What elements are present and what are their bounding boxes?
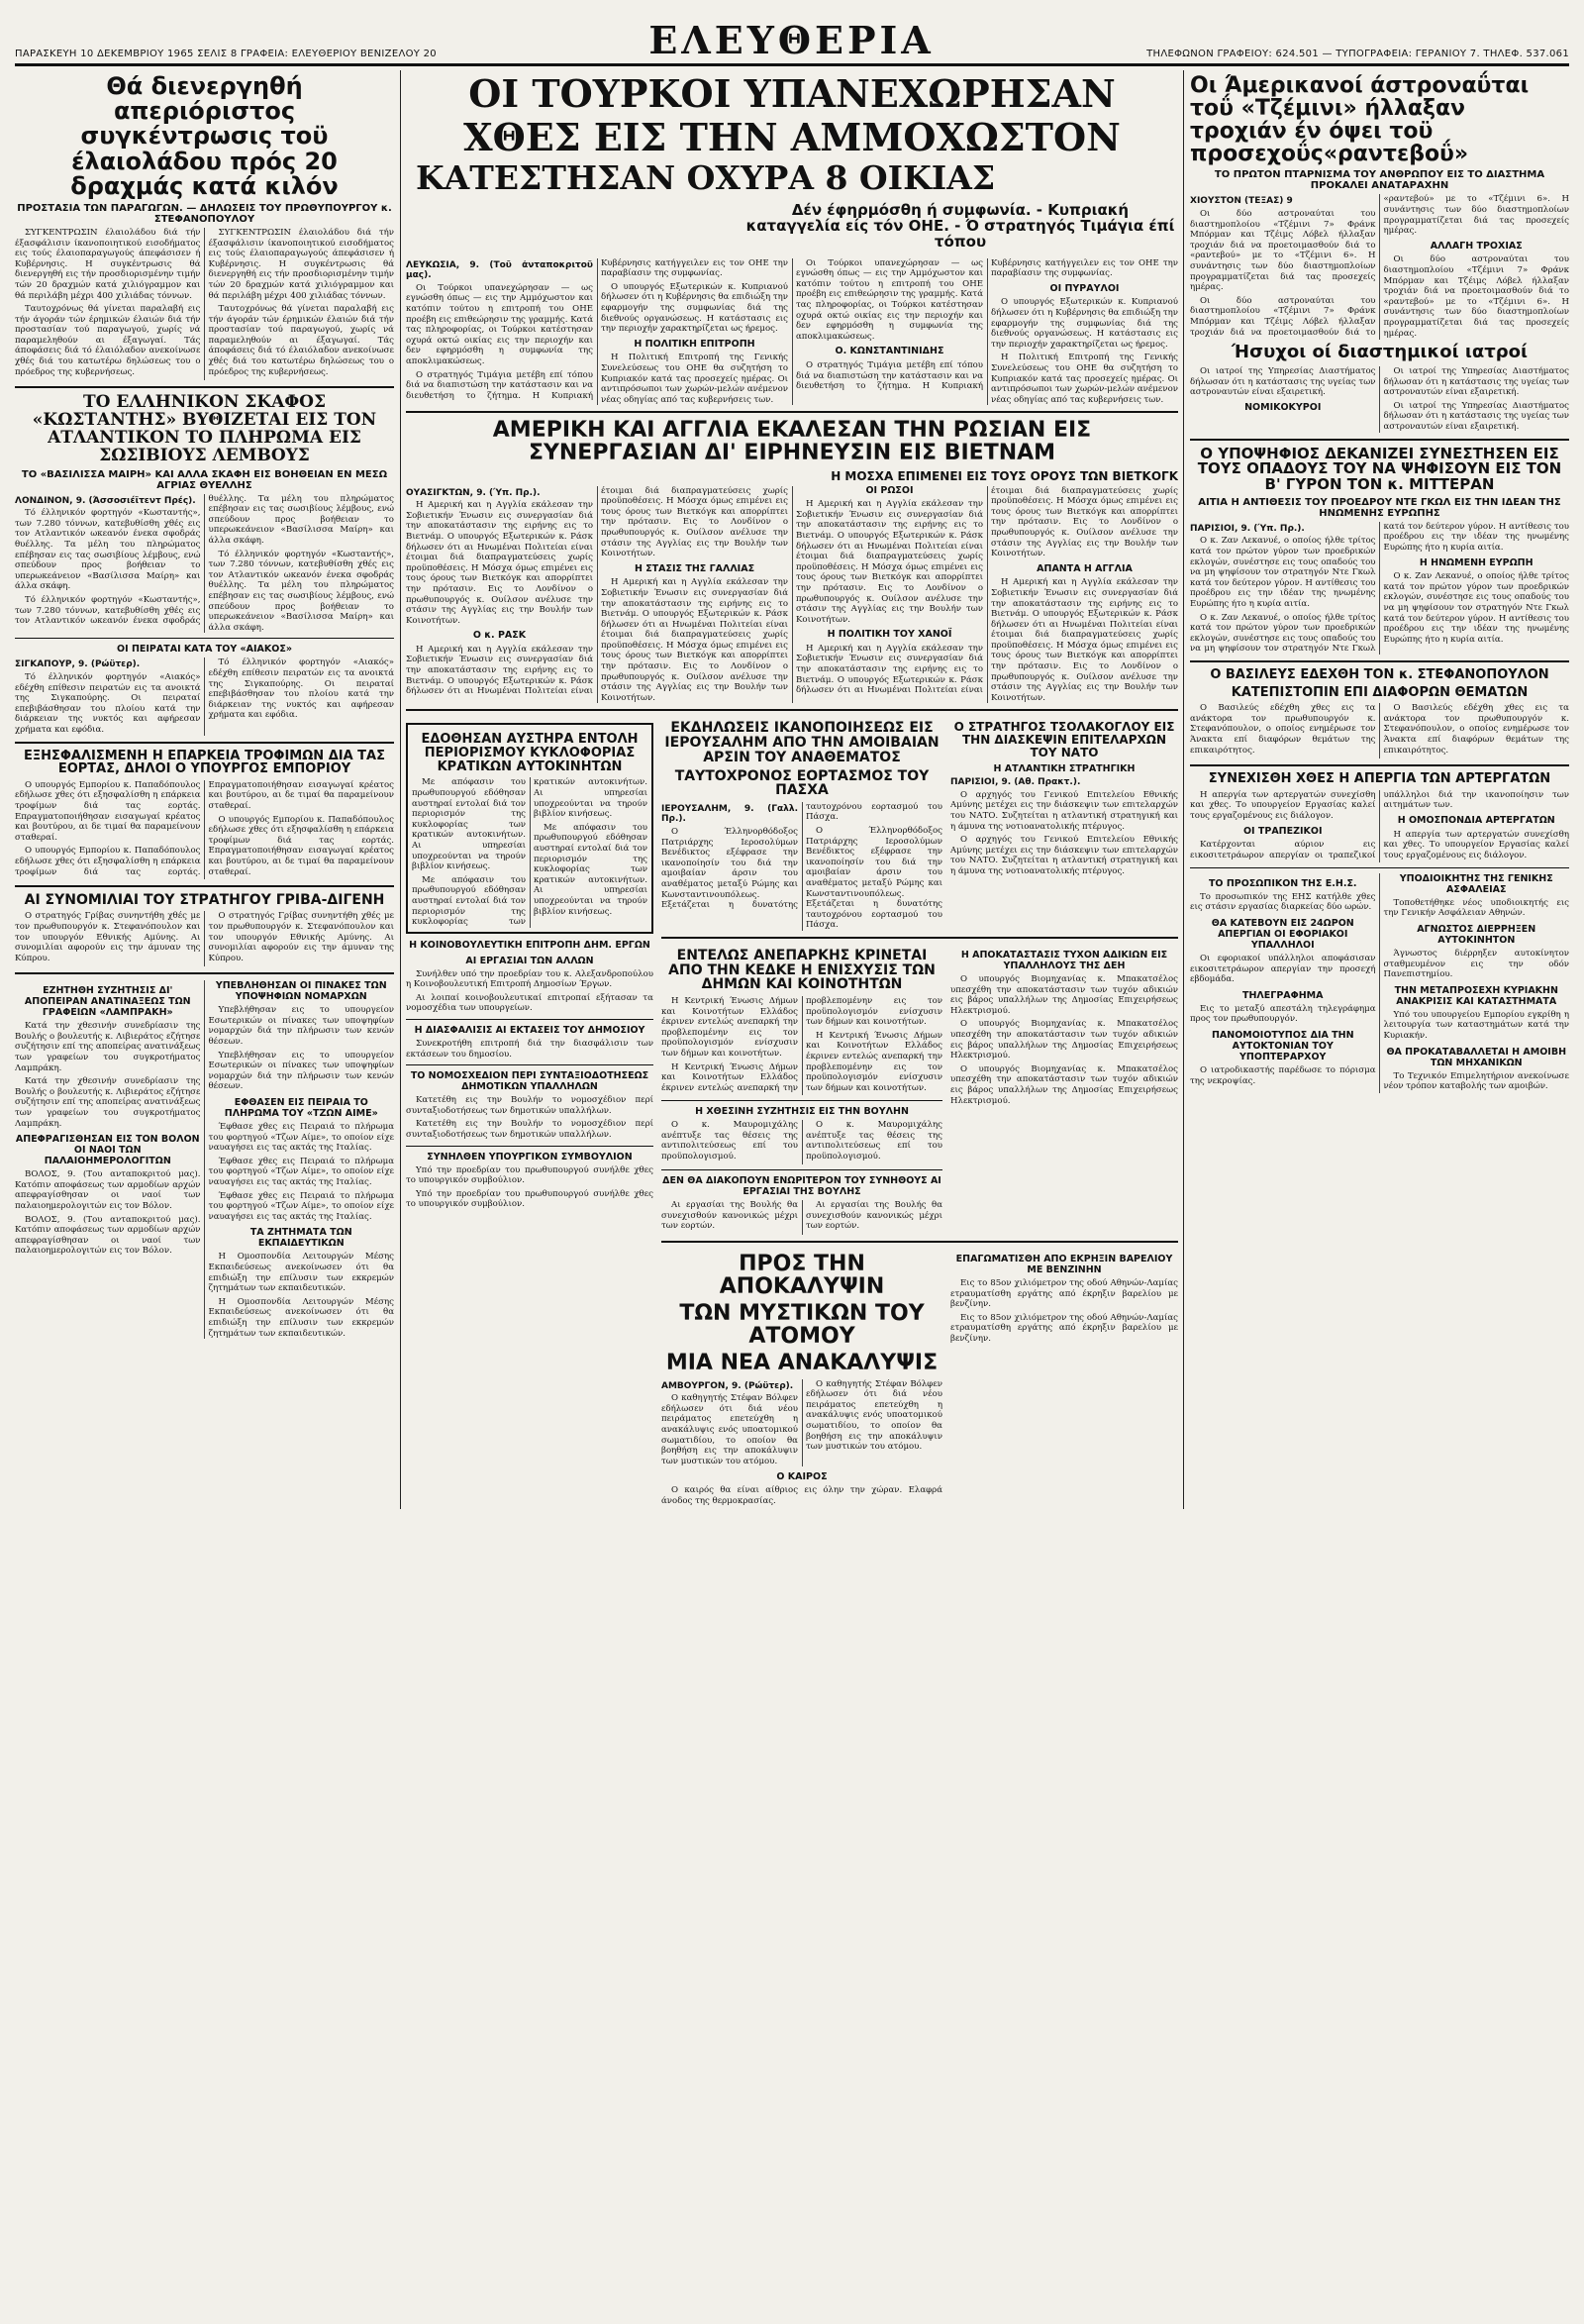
traffic-text-2: Με απόφασιν του πρωθυπουργού εδόθησαν αυστηραί εντολαί διά τον περιορισμόν της κυκλοφορίας των κρατικών αυτοκινήτων. Αι υπηρεσίαι υποχρεούνται να τηρούν βιβλίον κινήσεως. — [412, 777, 647, 928]
vietnam-section-4: Η ΠΟΛΙΤΙΚΗ ΤΟΥ ΧΑΝΟΪ — [827, 629, 952, 641]
lead-text-6: Ο στρατηγός Τιμάγια μετέβη επί τόπου διά να διαπιστώση την κατάστασιν και να διευθετήση το ζήτημα. Η Κυπριακή Κυβέρνησις κατήγγειλεν εις τον ΟΗΕ την παραβίασιν της συμφωνίας. — [796, 257, 1178, 392]
brief-text-extra: Υπό την προεδρίαν του πρωθυπουργού συνήλθε χθες το υπουργικόν συμβούλιον. — [406, 1188, 653, 1210]
food-text-1: Ο υπουργός Εμπορίου κ. Παπαδόπουλος εδήλωσε χθες ότι εξησφαλίσθη η επάρκεια τροφίμων διά τας εορτάς. Επραγματοποιήθησαν εισαγωγαί κρέατος και βουτύρου, αι δε τιμαί θα παραμείνουν σταθεραί. — [15, 779, 201, 843]
mitterrand-subhead: ΑΙΤΙΑ Η ΑΝΤΙΘΕΣΙΣ ΤΟΥ ΠΡΟΕΔΡΟΥ ΝΤΕ ΓΚΩΛ ΕΙΣ ΤΗΝ ΙΔΕΑΝ ΤΗΣ ΗΝΩΜΕΝΗΣ ΕΥΡΩΠΗΣ — [1198, 496, 1561, 519]
nato-headline: Ο ΣΤΡΑΤΗΓΟΣ ΤΣΟΛΑΚΟΓΛΟΥ ΕΙΣ ΤΗΝ ΔΙΑΣΚΕΨΙΝ ΕΠΙΤΕΛΑΡΧΩΝ ΤΟΥ ΝΑΤΟ — [953, 720, 1175, 759]
brief-text: Τοποθετήθηκε νέος υποδιοικητής εις την Γενικήν Ασφάλειαν Αθηνών. — [1383, 897, 1569, 919]
strike-article — [1190, 772, 1569, 862]
brief-text: Άγνωστος διέρρηξεν αυτοκίνητον σταθμευμένον εις την οδόν Πανεπιστημίου. — [1383, 949, 1569, 980]
olive-headline: Θά διενεργηθή απεριόριστος συγκέντρωσις τοϋ έλαιολάδου πρός 20 δραχμάς κατά κιλόν — [70, 72, 339, 200]
brief — [15, 985, 201, 1129]
brief-title: ΤΟ ΠΡΟΣΩΠΙΚΟΝ ΤΗΣ Ε.Η.Σ. — [1208, 877, 1357, 889]
strike-text-3: Η απεργία των αρτεργατών συνεχίσθη και χθες. Το υπουργείον Εργασίας καλεί τους εργαζομένους εις διάλογον. — [1383, 829, 1569, 860]
mystery-text-2: Ο καθηγητής Στέφαν Βόλφεν εδήλωσεν ότι διά νέου πειράματος επετεύχθη η ανακάλυψις ενός υποατομικού σωματιδίου, το οποίον θα βοηθήση εις την αποκάλυψιν των μυστικών του ατόμου. — [806, 1378, 942, 1453]
weather-title: Ο ΚΑΙΡΟΣ — [776, 1471, 828, 1483]
brief-text: Ο ιατροδικαστής παρέδωσε το πόρισμα της νεκροψίας. — [1190, 1065, 1376, 1086]
jerusalem-subhead: ΤΑΥΤΟΧΡΟΝΟΣ ΕΟΡΤΑΣΜΟΣ ΤΟΥ ΠΑΣΧΑ — [674, 767, 930, 799]
astronauts-section: ΑΛΛΑΓΗ ΤΡΟΧΙΑΣ — [1430, 240, 1523, 252]
vietnam-section-5: ΑΠΑΝΤΑ Η ΑΓΓΛΙΑ — [1037, 562, 1133, 574]
brief-text-extra: Έφθασε χθες εις Πειραιά το πλήρωμα του φορτηγού «Τζων Αίμε», το οποίον είχε ναυαγήσει εις τας ακτάς της Ιταλίας. — [208, 1190, 394, 1222]
food-body — [15, 780, 394, 879]
food-text-2: Ο υπουργός Εμπορίου κ. Παπαδόπουλος εδήλωσε χθες ότι εξησφαλίσθη η επάρκεια τροφίμων διά τας εορτάς. Επραγματοποιήθησαν εισαγωγαί κρέατος και βουτύρου, αι δε τιμαί θα παραμείνουν σταθεραί. — [15, 779, 394, 877]
brief-title: ΑΓΝΩΣΤΟΣ ΔΙΕΡΡΗΞΕΝ ΑΥΤΟΚΙΝΗΤΟΝ — [1417, 924, 1536, 947]
grivas-body — [15, 911, 394, 966]
vietnam-article — [406, 419, 1178, 703]
olive-body — [15, 228, 394, 380]
vietnam-subhead: Η ΜΟΣΧΑ ΕΠΙΜΕΝΕΙ ΕΙΣ ΤΟΥΣ ΟΡΟΥΣ ΤΩΝ ΒΙΕΤΚΟΓΚ — [831, 468, 1178, 483]
piraeus-text-1: Τό έλληνικόν φορτηγόν «Αιακός» εδέχθη επίθεσιν πειρατών εις τα ανοικτά της Σιγκαπούρης. Οι πειραταί επεβιβάσθησαν του πλοίου κατά την διάρκειαν της νυκτός και αφήρεσαν χρήματα και εφόδια. — [15, 671, 201, 735]
brief-text-extra: Ο κ. Μαυρομιχάλης ανέπτυξε τας θέσεις της αντιπολιτεύσεως επί του προϋπολογισμού. — [806, 1119, 942, 1162]
brief-title: ΤΗΛΕΓΡΑΦΗΜΑ — [1242, 989, 1324, 1001]
ship-body — [15, 494, 394, 634]
brief-text-extra: ΒΟΛΟΣ, 9. (Του ανταποκριτού μας). Κατόπιν αποφάσεως των αρμοδίων αρχών απεφραγίσθησαν οι ναοί των παλαιοημερολογιτών εις τον Βόλον. — [15, 1214, 201, 1257]
brief-title: ΑΠΕΦΡΑΓΙΣΘΗΣΑΝ ΕΙΣ ΤΟΝ ΒΟΛΟΝ ΟΙ ΝΑΟΙ ΤΩΝ ΠΑΛΑΙΟΗΜΕΡΟΛΟΓΙΤΩΝ — [15, 1134, 200, 1167]
lead-headline-line-1: ΟΙ ΤΟΥΡΚΟΙ ΥΠΑΝΕΧΩΡΗΣΑΝ — [468, 71, 1116, 116]
brief — [209, 1227, 395, 1339]
vietnam-headline: ΑΜΕΡΙΚΗ ΚΑΙ ΑΓΓΛΙΑ ΕΚΑΛΕΣΑΝ ΤΗΝ ΡΩΣΙΑΝ ΕΙΣ ΣΥΝΕΡΓΑΣΙΑΝ ΔΙ' ΕΙΡΗΝΕΥΣΙΝ ΕΙΣ ΒΙΕΤΝΑΜ — [492, 418, 1092, 466]
brief-text: Αι εργασίαι της Βουλής θα συνεχισθούν κανονικώς μέχρι των εορτών. — [661, 1200, 798, 1232]
left-column — [15, 70, 401, 1509]
lead-body — [406, 258, 1178, 406]
strike-headline: ΣΥΝΕΧΙΣΘΗ ΧΘΕΣ Η ΑΠΕΡΓΙΑ ΤΩΝ ΑΡΤΕΡΓΑΤΩΝ — [1208, 771, 1551, 787]
center-brief — [406, 1070, 653, 1140]
doctors-article — [1190, 344, 1569, 432]
brief-title: ΤΗΝ ΜΕΤΑΠΡΟΣΕΧΗ ΚΥΡΙΑΚΗΝ ΑΝΑΚΡΙΣΙΣ ΚΑΙ ΚΑΤΑΣΤΗΜΑΤΑ — [1394, 984, 1558, 1007]
ford-text-2: Εις το 85ον χιλιόμετρον της οδού Αθηνών-Λαμίας ετραυματίσθη εργάτης από έκρηξιν βαρελίου με βενζίνην. — [950, 1312, 1178, 1345]
king-article — [1190, 668, 1569, 758]
astronauts-article — [1190, 74, 1569, 340]
traffic-headline: ΕΔΟΘΗΣΑΝ ΑΥΣΤΗΡΑ ΕΝΤΟΛΗ ΠΕΡΙΟΡΙΣΜΟΥ ΚΥΚΛΟΦΟΡΙΑΣ ΚΡΑΤΙΚΩΝ ΑΥΤΟΚΙΝΗΤΩΝ — [421, 732, 639, 774]
astronauts-text-1: Οι δύο αστροναύται του διαστημοπλοίου «Τζέμινι 7» Φράνκ Μπόρμαν και Τζέιμς Λόβελ ήλλαξαν τροχιάν διά να προετοιμασθούν διά το «ραντεβού» με το «Τζέμινι 6». Η συνάντησις των δύο διαστημοπλοίων προγραμματίζεται διά τας προσεχείς ημέρας. — [1190, 208, 1376, 293]
top-bar — [15, 12, 1569, 66]
mystery-headline-2: ΤΩΝ ΜΥΣΤΙΚΩΝ ΤΟΥ ΑΤΟΜΟΥ — [679, 1301, 925, 1350]
astronauts-subhead: ΤΟ ΠΡΩΤΟΝ ΠΤΑΡΝΙΣΜΑ ΤΟΥ ΑΝΘΡΩΠΟΥ ΕΙΣ ΤΟ ΔΙΑΣΤΗΜΑ ΠΡΟΚΑΛΕΙ ΑΝΑΤΑΡΑΧΗΝ — [1214, 169, 1545, 192]
strike-text-2: Κατέρχονται αύριον εις εικοσιτετράωρον απεργίαν οι τραπεζικοί υπάλληλοι διά την ικανοποίησιν των αιτημάτων των. — [1190, 789, 1569, 860]
jerusalem-article — [661, 717, 942, 931]
vietnam-text-5: Η Αμερική και η Αγγλία εκάλεσαν την Σοβιετικήν Ένωσιν εις συνεργασίαν διά την αποκατάστασιν της ειρήνης εις το Βιετνάμ. Ο υπουργός Εξωτερικών κ. Ράσκ δήλωσεν ότι αι Ηνωμέναι Πολιτείαι είναι έτοιμαι διά διαπραγματεύσεις χωρίς προϋποθέσεις. Η Μόσχα όμως επιμένει εις τους όρους των Βιετκόγκ και απορρίπτει την πρότασιν. Εις το Λονδίνον ο πρωθυπουργός κ. Ουίλσον ανέλυσε την στάσιν της Αγγλίας εις την Βουλήν των Κοινοτήτων. — [796, 485, 1178, 696]
jerusalem-text-1: Ο Έλληνορθόδοξος Πατριάρχης Ιεροσολύμων Βενέδικτος εξέφρασε την ικανοποίησίν του διά την αμοιβαίαν άρσιν του αναθέματος μεταξύ Ρώμης και Κωνσταντινουπόλεως. Εξετάζεται η δυνατότης ταυτοχρόνου εορτασμού του Πάσχα. — [661, 801, 942, 911]
piraeus-text-2: Τό έλληνικόν φορτηγόν «Αιακός» εδέχθη επίθεσιν πειρατών εις τα ανοικτά της Σιγκαπούρης. Οι πειραταί επεβιβάσθησαν του πλοίου κατά την διάρκειαν της νυκτός και αφήρεσαν χρήματα και εφόδια. — [208, 657, 394, 721]
mitterrand-headline: Ο ΥΠΟΨΗΦΙΟΣ ΔΕΚΑΝΙΖΕΙ ΣΥΝΕΣΤΗΣΕΝ ΕΙΣ ΤΟΥΣ ΟΠΑΔΟΥΣ ΤΟΥ ΝΑ ΨΗΦΙΣΟΥΝ ΕΙΣ ΤΟΝ Β' ΓΥΡΟΝ ΤΟΝ κ. ΜΙΤΤΕΡΑΝ — [1197, 444, 1562, 494]
traffic-text-1: Με απόφασιν του πρωθυπουργού εδόθησαν αυστηραί εντολαί διά τον περιορισμόν της κυκλοφορίας των κρατικών αυτοκινήτων. Αι υπηρεσίαι υποχρεούνται να τηρούν βιβλίον κινήσεως. — [412, 777, 526, 872]
right-column — [1183, 70, 1569, 1509]
doctors-section: ΝΟΜΙΚΟΚΥΡΟΙ — [1244, 401, 1322, 413]
brief-text: ΒΟΛΟΣ, 9. (Του ανταποκριτού μας). Κατόπιν αποφάσεως των αρμοδίων αρχών απεφραγίσθησαν οι ναοί των παλαιοημερολογιτών εις τον Βόλον. — [15, 1169, 201, 1211]
piraeus-headline: ΟΙ ΠΕΙΡΑΤΑΙ ΚΑΤΑ ΤΟΥ «ΑΙΑΚΟΣ» — [117, 644, 292, 656]
jerusalem-headline: ΕΚΔΗΛΩΣΕΙΣ ΙΚΑΝΟΠΟΙΗΣΕΩΣ ΕΙΣ ΙΕΡΟΥΣΑΛΗΜ ΑΠΟ ΤΗΝ ΑΜΟΙΒΑΙΑΝ ΑΡΣΙΝ ΤΟΥ ΑΝΑΘΕΜΑΤΟΣ — [664, 720, 940, 765]
center-lower-right-mid — [661, 945, 1178, 1235]
brief — [1190, 878, 1376, 913]
lead-section-1: Η ΠΟΛΙΤΙΚΗ ΕΠΙΤΡΟΠΗ — [634, 338, 755, 350]
king-headline: Ο ΒΑΣΙΛΕΥΣ ΕΔΕΧΘΗ ΤΟΝ κ. ΣΤΕΦΑΝΟΠΟΥΛΟΝ — [1210, 666, 1549, 682]
kedke-headline: ΕΝΤΕΛΩΣ ΑΝΕΠΑΡΚΗΣ ΚΡΙΝΕΤΑΙ ΑΠΟ ΤΗΝ ΚΕΔΚΕ Η ΕΝΙΣΧΥΣΙΣ ΤΩΝ ΔΗΜΩΝ ΚΑΙ ΚΟΙΝΟΤΗΤΩΝ — [668, 948, 936, 993]
brief — [1190, 918, 1376, 985]
nato-text-1: Ο αρχηγός του Γενικού Επιτελείου Εθνικής Αμύνης μετέχει εις την διάσκεψιν των επιτελαρχών του ΝΑΤΟ. Συζητείται η ατλαντική στρατηγική και η άμυνα της νοτιοανατολικής πτέρυγος. — [950, 789, 1178, 832]
mystery-text-1: Ο καθηγητής Στέφαν Βόλφεν εδήλωσεν ότι διά νέου πειράματος επετεύχθη η ανακάλυψις ενός υποατομικού σωματιδίου, το οποίον θα βοηθήση εις την αποκάλυψιν των μυστικών του ατόμου. — [661, 1393, 798, 1466]
nato-text-2: Ο αρχηγός του Γενικού Επιτελείου Εθνικής Αμύνης μετέχει εις την διάσκεψιν των επιτελαρχών του ΝΑΤΟ. Συζητείται η ατλαντική στρατηγική και η άμυνα της νοτιοανατολικής πτέρυγος. — [950, 835, 1178, 876]
lead-text-3: Ο υπουργός Εξωτερικών κ. Κυπριανού δήλωσεν ότι η Κυβέρνησις θα επιδιώξη την εφαρμογήν της συμφωνίας διά της διεθνούς οργανώσεως. Η κατάστασις εις την περιοχήν χαρακτηρίζεται ως ήρεμος. — [601, 281, 788, 335]
brief-text-extra: Κατά την χθεσινήν συνεδρίασιν της Βουλής ο βουλευτής κ. Λιβιεράτος εζήτησε συζήτησιν επί της αποπείρας ανατινάξεως των γραφείων του συγκροτήματος Λαμπράκη. — [15, 1076, 201, 1129]
issue-info: ΠΑΡΑΣΚΕΥΗ 10 ΔΕΚΕΜΒΡΙΟΥ 1965 ΣΕΛΙΣ 8 ΓΡΑΦΕΙΑ: ΕΛΕΥΘΕΡΙΟΥ ΒΕΝΙΖΕΛΟΥ 20 — [15, 49, 437, 59]
staff-text-1: Ο υπουργός Βιομηχανίας κ. Μπακατσέλος υπεσχέθη την αποκατάστασιν των τυχόν αδικιών εις βάρος υπαλλήλων της Δημοσίας Επιχειρήσεως Ηλεκτρισμού. — [950, 974, 1178, 1016]
brief-text: Το προσωπικόν της ΕΗΣ κατήλθε χθες εις στάσιν εργασίας διαρκείας δύο ωρών. — [1190, 891, 1376, 913]
ford-text-1: Εις το 85ον χιλιόμετρον της οδού Αθηνών-Λαμίας ετραυματίσθη εργάτης από έκρηξιν βαρελίου με βενζίνην. — [950, 1278, 1178, 1310]
ship-text-1: Τό έλληνικόν φορτηγόν «Κωσταντής», των 7.280 τόννων, κατεβυθίσθη χθές εις τον Ατλαντικόν ωκεανόν ένεκα σφοδράς θυέλλης. Τα μέλη του πληρώματος επέβησαν εις τας σωσιβίους λέμβους, ενώ σπεύδουν προς βοήθειαν το υπερωκεάνειον «Βασίλισσα Μαίρη» και άλλα σκάφη. — [15, 508, 201, 592]
kedke-article — [661, 945, 942, 1235]
lead-headline-line-2: ΧΘΕΣ ΕΙΣ ΤΗΝ ΑΜΜΟΧΩΣΤΟΝ — [463, 114, 1121, 159]
brief-title: ΕΖΗΤΗΘΗ ΣΥΖΗΤΗΣΙΣ ΔΙ' ΑΠΟΠΕΙΡΑΝ ΑΝΑΤΙΝΑΞΕΩΣ ΤΩΝ ΓΡΑΦΕΙΩΝ «ΛΑΜΠΡΑΚΗ» — [24, 985, 191, 1019]
center-lower-right — [661, 717, 1178, 1509]
brief-text-extra: Η Ομοσπονδία Λειτουργών Μέσης Εκπαιδεύσεως ανεκοίνωσεν ότι θα επιδιώξη την επίλυσιν των εκκρεμών ζητημάτων των εκπαιδευτικών. — [208, 1296, 394, 1339]
vietnam-section-1: Ο κ. ΡΑΣΚ — [472, 630, 527, 642]
ship-text-3: Τό έλληνικόν φορτηγόν «Κωσταντής», των 7.280 τόννων, κατεβυθίσθη χθές εις τον Ατλαντικόν ωκεανόν ένεκα σφοδράς θυέλλης. Τα μέλη του πληρώματος επέβησαν εις τας σωσιβίους λέμβους, ενώ σπεύδουν προς βοήθειαν το υπερωκεάνειον «Βασίλισσα Μαίρη» και άλλα σκάφη. — [208, 549, 394, 633]
mitterrand-article — [1190, 444, 1569, 655]
ship-headline: ΤΟ ΕΛΛΗΝΙΚΟΝ ΣΚΑΦΟΣ «ΚΩΣΤΑΝΤΗΣ» ΒΥΘΙΖΕΤΑΙ ΕΙΣ ΤΟΝ ΑΤΛΑΝΤΙΚΟΝ ΤΟ ΠΛΗΡΩΜΑ ΕΙΣ ΣΩΣΙΒΙΟΥΣ ΛΕΜΒΟΥΣ — [32, 392, 377, 465]
olive-subhead: ΠΡΟΣΤΑΣΙΑ ΤΩΝ ΠΑΡΑΓΩΓΩΝ. — ΔΗΛΩΣΕΙΣ ΤΟΥ ΠΡΩΘΥΠΟΥΡΓΟΥ κ. ΣΤΕΦΑΝΟΠΟΥΛΟΥ — [17, 202, 392, 225]
brief — [209, 1097, 395, 1222]
weather-text: Ο καιρός θα είναι αίθριος εις όλην την χώραν. Ελαφρά άνοδος της θερμοκρασίας. — [661, 1485, 942, 1506]
grivas-headline: ΑΙ ΣΥΝΟΜΙΛΙΑΙ ΤΟΥ ΣΤΡΑΤΗΓΟΥ ΓΡΙΒΑ-ΔΙΓΕΝΗ — [24, 891, 385, 908]
brief — [1384, 1047, 1570, 1092]
doctors-headline: Ήσυχοι οί διαστημικοί ιατροί — [1231, 342, 1529, 363]
center-brief — [406, 940, 653, 1014]
center-brief — [406, 1025, 653, 1060]
brief-title: ΑΙ ΕΡΓΑΣΙΑΙ ΤΩΝ ΑΛΛΩΝ — [465, 955, 594, 966]
center-lower-left — [406, 717, 653, 1509]
ship-article — [15, 394, 394, 633]
brief — [1384, 873, 1570, 919]
brief-text: Το Τεχνικόν Επιμελητήριον ανεκοίνωσε νέον τρόπον καταβολής των αμοιβών. — [1383, 1070, 1569, 1092]
vietnam-section-3: ΟΙ ΡΩΣΟΙ — [865, 484, 914, 496]
brief-text: Αι λοιπαί κοινοβουλευτικαί επιτροπαί εξήτασαν τα νομοσχέδια των υπουργείων. — [406, 992, 653, 1014]
staff-headline: Η ΑΠΟΚΑΤΑΣΤΑΣΙΣ ΤΥΧΟΝ ΑΔΙΚΙΩΝ ΕΙΣ ΥΠΑΛΛΗΛΟΥΣ ΤΗΣ ΔΕΗ — [960, 950, 1168, 972]
king-text-2: Ο Βασιλεύς εδέχθη χθες εις τα ανάκτορα τον πρωθυπουργόν κ. Στεφανόπουλον, ο οποίος ενημέρωσε τον Άνακτα επί διαφόρων θεμάτων της επικαιρότητος. — [1383, 703, 1569, 756]
brief-title: ΕΦΘΑΣΕΝ ΕΙΣ ΠΕΙΡΑΙΑ ΤΟ ΠΛΗΡΩΜΑ ΤΟΥ «ΤΖΩΝ ΑΙΜΕ» — [224, 1097, 378, 1120]
lead-text-4: Η Πολιτική Επιτροπή της Γενικής Συνελεύσεως του ΟΗΕ θα συζητήση το Κυπριακόν κατά τας προσεχείς ημέρας. Οι αντιπρόσωποι των χωρών-μελών ανέμενον νέας οδηγίας από τας κυβερνήσεις των. — [601, 353, 788, 405]
brief-text: Υπό του υπουργείου Εμπορίου εγκρίθη η λειτουργία των καταστημάτων κατά την Κυριακήν. — [1383, 1009, 1569, 1042]
lead-subhead: Δέν έφηρμόσθη ή συμφωνία. - Κυπριακή καταγγελία είς τόν ΟΗΕ. - Ό στρατηγός Τιμάγια έπί τόπου — [745, 201, 1175, 251]
lead-headline-line-3: ΚΑΤΕΣΤΗΣΑΝ ΟΧΥΡΑ 8 ΟΙΚΙΑΣ — [416, 157, 996, 197]
brief-text: Ο κ. Μαυρομιχάλης ανέπτυξε τας θέσεις της αντιπολιτεύσεως επί του προϋπολογισμού. — [661, 1119, 798, 1162]
vietnam-body — [406, 486, 1178, 704]
right-briefs — [1190, 873, 1569, 1093]
vietnam-text-1: Η Αμερική και η Αγγλία εκάλεσαν την Σοβιετικήν Ένωσιν εις συνεργασίαν διά την αποκατάστασιν της ειρήνης εις το Βιετνάμ. Ο υπουργός Εξωτερικών κ. Ράσκ δήλωσεν ότι αι Ηνωμέναι Πολιτείαι είναι έτοιμαι διά διαπραγματεύσεις χωρίς προϋποθέσεις. Η Μόσχα όμως επιμένει εις τους όρους των Βιετκόγκ και απορρίπτει την πρότασιν. Εις το Λονδίνον ο πρωθυπουργός κ. Ουίλσον ανέλυσε την στάσιν της Αγγλίας εις την Βουλήν των Κοινοτήτων. — [406, 500, 593, 626]
nato-dateline: ΠΑΡΙΣΙΟΙ, 9. (Αθ. Πρακτ.). — [950, 777, 1081, 788]
olive-text-3: ΣΥΓΚΕΝΤΡΩΣΙΝ έλαιολάδου διά τήν έξασφάλισιν ίκανοποιητικού εισοδήματος εις τούς έλαιοπαραγωγούς άπεφάσισεν ή Κυβέρνησις. Η συγκέντρωσις θά διενεργηθή εις τήν προσδιορισμένην τιμήν τών 20 δραχμών κατά χιλιόγραμμον και θά περιλάβη μέχρι 400 χιλιάδας τόννων. — [208, 227, 394, 301]
brief-title: Η ΚΟΙΝΟΒΟΥΛΕΥΤΙΚΗ ΕΠΙΤΡΟΠΗ ΔΗΜ. ΕΡΓΩΝ — [409, 939, 650, 951]
brief-text-extra: Αι εργασίαι της Βουλής θα συνεχισθούν κανονικώς μέχρι των εορτών. — [806, 1200, 942, 1232]
center-lower-right-bottom — [661, 1249, 1178, 1509]
mystery-article — [661, 1249, 942, 1509]
left-briefs — [15, 980, 394, 1339]
newspaper-page — [15, 12, 1569, 2299]
center-lower-grid — [406, 717, 1178, 1509]
astronauts-dateline: ΧΙΟΥΣΤΟΝ (ΤΕΞΑΣ) 9 — [1190, 196, 1293, 207]
astronauts-text-2: Οι δύο αστροναύται του διαστημοπλοίου «Τζέμινι 7» Φράνκ Μπόρμαν και Τζέιμς Λόβελ ήλλαξαν τροχιάν διά να προετοιμασθούν διά το «ραντεβού» με το «Τζέμινι 6». Η συνάντησις των δύο διαστημοπλοίων προγραμματίζεται διά τας προσεχείς ημέρας. — [1190, 194, 1569, 338]
strike-text-1: Η απεργία των αρτεργατών συνεχίσθη και χθες. Το υπουργείον Εργασίας καλεί τους εργαζομένους εις διάλογον. — [1190, 789, 1376, 821]
olive-text-2: Ταυτοχρόνως θά γίνεται παραλαβή εις τήν άγοράν τών έρημικών έλαιών διά τήν προστασίαν τού παραγωγού, χωρίς νά παραμεληθούν αι έξαγωγαί. Τάς άποφάσεις διά τό έλαιόλαδον ανεκοίνωσε χθές διά του κατωτέρω δηλώσεως του ο πρόεδρος της κυβερνήσεως. — [15, 304, 201, 377]
center-column — [406, 70, 1178, 1509]
brief — [1384, 924, 1570, 980]
brief-title: ΘΑ ΚΑΤΕΒΟΥΝ ΕΙΣ 24ΩΡΟΝ ΑΠΕΡΓΙΑΝ ΟΙ ΕΦΟΡΙΑΚΟΙ ΥΠΑΛΛΗΛΟΙ — [1211, 918, 1354, 952]
mitterrand-text-2: Ο κ. Ζαν Λεκανυέ, ο οποίος ήλθε τρίτος κατά τον πρώτον γύρον των προεδρικών εκλογών, συνέστησε εις τους οπαδούς του να μη ψηφίσουν τον στρατηγόν Ντε Γκωλ κατά τον δεύτερον γύρον. Η αντίθεσις του προέδρου εις την ιδέαν της ηνωμένης Ευρώπης ήτο η κυρία αιτία. — [1190, 521, 1569, 655]
kedke-text-3: Η Κεντρική Ένωσις Δήμων και Κοινοτήτων Ελλάδος έκρινεν εντελώς ανεπαρκή την προβλεπομένην εις τον προϋπολογισμόν ενίσχυσιν των δήμων και κοινοτήτων. — [806, 1030, 942, 1093]
nato-article — [950, 717, 1178, 931]
brief-title: ΤΟ ΝΟΜΟΣΧΕΔΙΟΝ ΠΕΡΙ ΣΥΝΤΑΞΙΟΔΟΤΗΣΕΩΣ ΔΗΜΟΤΙΚΩΝ ΥΠΑΛΛΗΛΩΝ — [410, 1070, 649, 1093]
piraeus-dateline: ΣΙΓΚΑΠΟΥΡ, 9. (Ρώϋτερ). — [15, 659, 141, 670]
lead-text-1: Οι Τούρκοι υπανεχώρησαν — ως εγνώσθη όπως — εις την Αμμόχωστον και κατόπιν τούτου η επιτροπή του ΟΗΕ προέβη εις επιθεώρησιν της γραμμής. Κατά τας πληροφορίας, οι Τούρκοι κατέστησαν οχυρά οκτώ οικίας εις την περιοχήν και δεν εφηρμόσθη η συμφωνία της αποκλιμακώσεως. — [406, 282, 593, 367]
brief-text: Κατά την χθεσινήν συνεδρίασιν της Βουλής ο βουλευτής κ. Λιβιεράτος εζήτησε συζήτησιν επί της αποπείρας ανατινάξεως των γραφείων του συγκροτήματος Λαμπράκη. — [15, 1021, 201, 1073]
brief — [15, 1134, 201, 1257]
brief-text: Κατετέθη εις την Βουλήν το νομοσχέδιον περί συνταξιοδοτήσεως των δημοτικών υπαλλήλων. — [406, 1095, 653, 1116]
vietnam-text-4: Η Αμερική και η Αγγλία εκάλεσαν την Σοβιετικήν Ένωσιν εις συνεργασίαν διά την αποκατάστασιν της ειρήνης εις το Βιετνάμ. Ο υπουργός Εξωτερικών κ. Ράσκ δήλωσεν ότι αι Ηνωμέναι Πολιτείαι είναι έτοιμαι διά διαπραγματεύσεις χωρίς προϋποθέσεις. Η Μόσχα όμως επιμένει εις τους όρους των Βιετκόγκ και απορρίπτει την πρότασιν. Εις το Λονδίνον ο πρωθυπουργός κ. Ουίλσον ανέλυσε την στάσιν της Αγγλίας εις την Βουλήν των Κοινοτήτων. — [796, 499, 983, 625]
grivas-text-2: Ο στρατηγός Γρίβας συνηντήθη χθές με τον πρωθυπουργόν κ. Στεφανόπουλον και τον υπουργόν Εθνικής Αμύνης. Αι συνομιλίαι αφορούν εις την άμυναν της Κύπρου. — [208, 911, 394, 963]
center-brief — [406, 1152, 653, 1210]
brief-title: ΔΕΝ ΘΑ ΔΙΑΚΟΠΟΥΝ ΕΝΩΡΙΤΕΡΟΝ ΤΟΥ ΣΥΝΗΘΟΥΣ ΑΙ ΕΡΓΑΣΙΑΙ ΤΗΣ ΒΟΥΛΗΣ — [662, 1175, 941, 1198]
contact-info: ΤΗΛΕΦΩΝΟΝ ΓΡΑΦΕΙΟΥ: 624.501 — ΤΥΠΟΓΡΑΦΕΙΑ: ΓΕΡΑΝΙΟΥ 7. ΤΗΛΕΦ. 537.061 — [1146, 49, 1569, 59]
astronauts-headline: Οι Άμερικανοί άστροναΰται τοΰ «Τζέμινι» ήλλαξαν τροχιάν έν όψει τοϋ προσεχοΰς«ραντεβοΰ» — [1190, 73, 1530, 167]
traffic-text-3: Με απόφασιν του πρωθυπουργού εδόθησαν αυστηραί εντολαί διά τον περιορισμόν της κυκλοφορίας των κρατικών αυτοκινήτων. Αι υπηρεσίαι υποχρεούνται να τηρούν βιβλίον κινήσεως. — [534, 822, 647, 917]
vietnam-text-6: Η Αμερική και η Αγγλία εκάλεσαν την Σοβιετικήν Ένωσιν εις συνεργασίαν διά την αποκατάστασιν της ειρήνης εις το Βιετνάμ. Ο υπουργός Εξωτερικών κ. Ράσκ δήλωσεν ότι αι Ηνωμέναι Πολιτείαι είναι έτοιμαι διά διαπραγματεύσεις χωρίς προϋποθέσεις. Η Μόσχα όμως επιμένει εις τους όρους των Βιετκόγκ και απορρίπτει την πρότασιν. Εις το Λονδίνον ο πρωθυπουργός κ. Ουίλσον ανέλυσε την στάσιν της Αγγλίας εις την Βουλήν των Κοινοτήτων. — [991, 577, 1178, 703]
brief-text: Συνήλθεν υπό την προεδρίαν του κ. Αλεξανδροπούλου η Κοινοβουλευτική Επιτροπή Δημοσίων Έργων. — [406, 968, 653, 990]
king-text-1: Ο Βασιλεύς εδέχθη χθες εις τα ανάκτορα τον πρωθυπουργόν κ. Στεφανόπουλον, ο οποίος ενημέρωσε τον Άνακτα επί διαφόρων θεμάτων της επικαιρότητος. — [1190, 703, 1376, 756]
food-text-3: Ο υπουργός Εμπορίου κ. Παπαδόπουλος εδήλωσε χθες ότι εξησφαλίσθη η επάρκεια τροφίμων διά τας εορτάς. Επραγματοποιήθησαν εισαγωγαί κρέατος και βουτύρου, αι δε τιμαί θα παραμείνουν σταθεραί. — [208, 814, 394, 877]
brief-title: ΠΑΝΟΜΟΙΟΤΥΠΟΣ ΔΙΑ ΤΗΝ ΑΥΤΟΚΤΟΝΙΑΝ ΤΟΥ ΥΠΟΠΤΕΡΑΡΧΟΥ — [1211, 1030, 1354, 1063]
olive-text-1: ΣΥΓΚΕΝΤΡΩΣΙΝ έλαιολάδου διά τήν έξασφάλισιν ίκανοποιητικού εισοδήματος εις τούς έλαιοπαραγωγούς άπεφάσισεν ή Κυβέρνησις. Η συγκέντρωσις θά διενεργηθή εις τήν προσδιορισμένην τιμήν τών 20 δραχμών κατά χιλιόγραμμον και θά περιλάβη μέχρι 400 χιλιάδας τόννων. — [15, 227, 201, 301]
brief-text-extra: Έφθασε χθες εις Πειραιά το πλήρωμα του φορτηγού «Τζων Αίμε», το οποίον είχε ναυαγήσει εις τας ακτάς της Ιταλίας. — [208, 1156, 394, 1187]
brief — [1384, 985, 1570, 1042]
brief-text: Οι εφοριακοί υπάλληλοι αποφάσισαν εικοσιτετράωρον απεργίαν την προσεχή εβδομάδα. — [1190, 954, 1376, 985]
doctors-text-1: Οι ιατροί της Υπηρεσίας Διαστήματος δήλωσαν ότι η κατάστασις της υγείας των αστροναυτών είναι εξαιρετική. — [1190, 365, 1376, 398]
mitterrand-text-1: Ο κ. Ζαν Λεκανυέ, ο οποίος ήλθε τρίτος κατά τον πρώτον γύρον των προεδρικών εκλογών, συνέστησε εις τους οπαδούς του να μη ψηφίσουν τον στρατηγόν Ντε Γκωλ κατά τον δεύτερον γύρον. Η αντίθεσις του προέδρου εις την ιδέαν της ηνωμένης Ευρώπης ήτο η κυρία αιτία. — [1190, 536, 1376, 609]
doctors-text-2: Οι ιατροί της Υπηρεσίας Διαστήματος δήλωσαν ότι η κατάστασις της υγείας των αστροναυτών είναι εξαιρετική. — [1383, 365, 1569, 398]
kedke-text-2: Η Κεντρική Ένωσις Δήμων και Κοινοτήτων Ελλάδος έκρινεν εντελώς ανεπαρκή την προβλεπομένην εις τον προϋπολογισμόν ενίσχυσιν των δήμων και κοινοτήτων. — [661, 996, 942, 1093]
brief-text: Εις το μεταξύ απεστάλη τηλεγράφημα προς τον πρωθυπουργόν. — [1190, 1003, 1376, 1025]
strike-section-2: Η ΟΜΟΣΠΟΝΔΙΑ ΑΡΤΕΡΓΑΤΩΝ — [1397, 815, 1555, 826]
brief-title: ΥΠΕΒΛΗΘΗΣΑΝ ΟΙ ΠΙΝΑΚΕΣ ΤΩΝ ΥΠΟΨΗΦΙΩΝ ΝΟΜΑΡΧΩΝ — [215, 980, 387, 1003]
lead-text-7: Ο υπουργός Εξωτερικών κ. Κυπριανού δήλωσεν ότι η Κυβέρνησις θα επιδιώξη την εφαρμογήν της συμφωνίας διά της διεθνούς οργανώσεως. Η κατάστασις εις την περιοχήν χαρακτηρίζεται ως ήρεμος. — [991, 297, 1178, 350]
lead-section-2: Ο. ΚΩΝΣΤΑΝΤΙΝΙΔΗΣ — [835, 346, 944, 357]
piraeus-body — [15, 657, 394, 735]
vietnam-text-2: Η Αμερική και η Αγγλία εκάλεσαν την Σοβιετικήν Ένωσιν εις συνεργασίαν διά την αποκατάστασιν της ειρήνης εις το Βιετνάμ. Ο υπουργός Εξωτερικών κ. Ράσκ δήλωσεν ότι αι Ηνωμέναι Πολιτείαι είναι έτοιμαι διά διαπραγματεύσεις χωρίς προϋποθέσεις. Η Μόσχα όμως επιμένει εις τους όρους των Βιετκόγκ και απορρίπτει την πρότασιν. Εις το Λονδίνον ο πρωθυπουργός κ. Ουίλσον ανέλυσε την στάσιν της Αγγλίας εις την Βουλήν των Κοινοτήτων. — [406, 485, 788, 697]
food-headline: ΕΞΗΣΦΑΛΙΣΜΕΝΗ Η ΕΠΑΡΚΕΙΑ ΤΡΟΦΙΜΩΝ ΔΙΑ ΤΑΣ ΕΟΡΤΑΣ, ΔΗΛΟΙ Ο ΥΠΟΥΡΓΟΣ ΕΜΠΟΡΙΟΥ — [23, 748, 385, 777]
ship-dateline: ΛΟΝΔΙΝΟΝ, 9. (Άσσοσιέϊτεντ Πρές). — [15, 495, 196, 506]
brief-text: Έφθασε χθες εις Πειραιά το πλήρωμα του φορτηγού «Τζων Αίμε», το οποίον είχε ναυαγήσει εις τας ακτάς της Ιταλίας. — [208, 1122, 394, 1154]
brief-text: Υπό την προεδρίαν του πρωθυπουργού συνήλθε χθες το υπουργικόν συμβούλιον. — [406, 1164, 653, 1186]
staff-article — [950, 945, 1178, 1235]
brief-title: ΣΥΝΗΛΘΕΝ ΥΠΟΥΡΓΙΚΟΝ ΣΥΜΒΟΥΛΙΟΝ — [427, 1151, 633, 1162]
jerusalem-text-2: Ο Έλληνορθόδοξος Πατριάρχης Ιεροσολύμων Βενέδικτος εξέφρασε την ικανοποίησίν του διά την αμοιβαίαν άρσιν του αναθέματος μεταξύ Ρώμης και Κωνσταντινουπόλεως. Εξετάζεται η δυνατότης ταυτοχρόνου εορτασμού του Πάσχα. — [806, 826, 942, 931]
brief-text: Η Ομοσπονδία Λειτουργών Μέσης Εκπαιδεύσεως ανεκοίνωσεν ότι θα επιδιώξη την επίλυσιν των εκκρεμών ζητημάτων των εκπαιδευτικών. — [208, 1252, 394, 1294]
lead-text-5: Οι Τούρκοι υπανεχώρησαν — ως εγνώσθη όπως — εις την Αμμόχωστον και κατόπιν τούτου η επιτροπή του ΟΗΕ προέβη εις επιθεώρησιν της γραμμής. Κατά τας πληροφορίας, οι Τούρκοι κατέστησαν οχυρά οκτώ οικίας εις την περιοχήν και δεν εφηρμόσθη η συμφωνία της αποκλιμακώσεως. — [796, 257, 983, 342]
kedke-text-1: Η Κεντρική Ένωσις Δήμων και Κοινοτήτων Ελλάδος έκρινεν εντελώς ανεπαρκή την προβλεπομένην εις τον προϋπολογισμόν ενίσχυσιν των δήμων και κοινοτήτων. — [661, 996, 798, 1060]
vietnam-text-3: Η Αμερική και η Αγγλία εκάλεσαν την Σοβιετικήν Ένωσιν εις συνεργασίαν διά την αποκατάστασιν της ειρήνης εις το Βιετνάμ. Ο υπουργός Εξωτερικών κ. Ράσκ δήλωσεν ότι αι Ηνωμέναι Πολιτείαι είναι έτοιμαι διά διαπραγματεύσεις χωρίς προϋποθέσεις. Η Μόσχα όμως επιμένει εις τους όρους των Βιετκόγκ και απορρίπτει την πρότασιν. Εις το Λονδίνον ο πρωθυπουργός κ. Ουίλσον ανέλυσε την στάσιν της Αγγλίας εις την Βουλήν των Κοινοτήτων. — [601, 577, 788, 703]
brief-title: ΤΑ ΖΗΤΗΜΑΤΑ ΤΩΝ ΕΚΠΑΙΔΕΥΤΙΚΩΝ — [249, 1227, 352, 1250]
brief — [1190, 1030, 1376, 1086]
vietnam-section-2: Η ΣΤΑΣΙΣ ΤΗΣ ΓΑΛΛΙΑΣ — [634, 562, 755, 574]
lead-dateline: ΛΕΥΚΩΣΙΑ, 9. (Τοῦ ἀνταποκριτοῦ μας). — [406, 259, 593, 281]
brief-title: ΘΑ ΠΡΟΚΑΤΑΒΑΛΛΕΤΑΙ Η ΑΜΟΙΒΗ ΤΩΝ ΜΗΧΑΝΙΚΩΝ — [1386, 1046, 1567, 1068]
jerusalem-dateline: ΙΕΡΟΥΣΑΛΗΜ, 9. (Γαλλ. Πρ.). — [661, 803, 798, 825]
olive-article — [15, 74, 394, 380]
traffic-article — [406, 723, 653, 933]
masthead: ΕΛΕΥΘΕΡΙΑ — [648, 18, 935, 62]
mystery-headline-1: ΠΡΟΣ ΤΗΝ ΑΠΟΚΑΛΥΨΙΝ — [719, 1252, 885, 1300]
ford-article — [950, 1249, 1178, 1509]
mystery-dateline: ΑΜΒΟΥΡΓΟΝ, 9. (Ρώϋτερ). — [661, 1380, 794, 1391]
brief-title: ΥΠΟΔΙΟΙΚΗΤΗΣ ΤΗΣ ΓΕΝΙΚΗΣ ΑΣΦΑΛΕΙΑΣ — [1399, 872, 1553, 895]
strike-section-1: ΟΙ ΤΡΑΠΕΖΙΚΟΙ — [1242, 825, 1323, 837]
brief — [1190, 990, 1376, 1025]
ford-headline: ΕΠΑΓΩΜΑΤΙΣΘΗ ΑΠΟ ΕΚΡΗΞΙΝ ΒΑΡΕΛΙΟΥ ΜΕ ΒΕΝΖΙΝΗΝ — [955, 1254, 1173, 1276]
mystery-headline-3: ΜΙΑ ΝΕΑ ΑΝΑΚΑΛΥΨΙΣ — [665, 1351, 939, 1376]
mitterrand-dateline: ΠΑΡΙΣΙΟΙ, 9. (Ύπ. Πρ.). — [1190, 523, 1305, 534]
brief-title: Η ΔΙΑΣΦΑΛΙΣΙΣ ΑΙ ΕΚΤΑΣΕΙΣ ΤΟΥ ΔΗΜΟΣΙΟΥ — [414, 1025, 645, 1037]
lead-section-3: ΟΙ ΠΥΡΑΥΛΟΙ — [1049, 282, 1120, 294]
center-lower-right-top — [661, 717, 1178, 931]
ship-text-2: Τό έλληνικόν φορτηγόν «Κωσταντής», των 7.280 τόννων, κατεβυθίσθη χθές εις τον Ατλαντικόν ωκεανόν ένεκα σφοδράς θυέλλης. Τα μέλη του πληρώματος επέβησαν εις τας σωσιβίους λέμβους, ενώ σπεύδουν προς βοήθειαν το υπερωκεάνειον «Βασίλισσα Μαίρη» και άλλα σκάφη. — [15, 493, 394, 627]
grivas-text-1: Ο στρατηγός Γρίβας συνηντήθη χθές με τον πρωθυπουργόν κ. Στεφανόπουλον και τον υπουργόν Εθνικής Αμύνης. Αι συνομιλίαι αφορούν εις την άμυναν της Κύπρου. — [15, 911, 201, 963]
staff-text-2: Ο υπουργός Βιομηχανίας κ. Μπακατσέλος υπεσχέθη την αποκατάστασιν των τυχόν αδικιών εις βάρος υπαλλήλων της Δημοσίας Επιχειρήσεως Ηλεκτρισμού. — [950, 1019, 1178, 1061]
ship-subhead: ΤΟ «ΒΑΣΙΛΙΣΣΑ ΜΑΙΡΗ» ΚΑΙ ΑΛΛΑ ΣΚΑΦΗ ΕΙΣ ΒΟΗΘΕΙΑΝ ΕΝ ΜΕΣΩ ΑΓΡΙΑΣ ΘΥΕΛΛΗΣ — [21, 468, 388, 491]
main-grid — [15, 70, 1569, 1509]
brief-text: Συνεκροτήθη επιτροπή διά την διασφάλισιν των εκτάσεων του δημοσίου. — [406, 1039, 653, 1060]
brief-text-extra: Υπεβλήθησαν εις το υπουργείον Εσωτερικών οι πίνακες των υποψηφίων νομαρχών διά την πλήρωσιν των κενών θέσεων. — [208, 1050, 394, 1092]
staff-text-3: Ο υπουργός Βιομηχανίας κ. Μπακατσέλος υπεσχέθη την αποκατάστασιν των τυχόν αδικιών εις βάρος υπαλλήλων της Δημοσίας Επιχειρήσεως Ηλεκτρισμού. — [950, 1063, 1178, 1106]
piraeus-article — [15, 644, 394, 735]
brief-title: Η ΧΘΕΣΙΝΗ ΣΥΖΗΤΗΣΙΣ ΕΙΣ ΤΗΝ ΒΟΥΛΗΝ — [695, 1105, 909, 1117]
brief — [209, 980, 395, 1092]
lead-text-8: Η Πολιτική Επιτροπή της Γενικής Συνελεύσεως του ΟΗΕ θα συζητήση το Κυπριακόν κατά τας προσεχείς ημέρας. Οι αντιπρόσωποι των χωρών-μελών ανέμενον νέας οδηγίας από τας κυβερνήσεις των. — [991, 353, 1178, 405]
lead-text-2: Ο στρατηγός Τιμάγια μετέβη επί τόπου διά να διαπιστώση την κατάστασιν και να διευθετήση το ζήτημα. Η Κυπριακή Κυβέρνησις κατήγγειλεν εις τον ΟΗΕ την παραβίασιν της συμφωνίας. — [406, 257, 788, 401]
nato-section: Η ΑΤΛΑΝΤΙΚΗ ΣΤΡΑΤΗΓΙΚΗ — [993, 763, 1136, 775]
brief-text-extra: Κατετέθη εις την Βουλήν το νομοσχέδιον περί συνταξιοδοτήσεως των δημοτικών υπαλλήλων. — [406, 1119, 653, 1141]
food-article — [15, 750, 394, 879]
mitterrand-section: Η ΗΝΩΜΕΝΗ ΕΥΡΩΠΗ — [1419, 556, 1534, 568]
mitterrand-text-3: Ο κ. Ζαν Λεκανυέ, ο οποίος ήλθε τρίτος κατά τον πρώτον γύρον των προεδρικών εκλογών, συνέστησε εις τους οπαδούς του να μη ψηφίσουν τον στρατηγόν Ντε Γκωλ κατά τον δεύτερον γύρον. Η αντίθεσις του προέδρου εις την ιδέαν της ηνωμένης Ευρώπης ήτο η κυρία αιτία. — [1383, 571, 1569, 645]
grivas-article — [15, 893, 394, 967]
olive-text-4: Ταυτοχρόνως θά γίνεται παραλαβή εις τήν άγοράν τών έρημικών έλαιών διά τήν προστασίαν τού παραγωγού, χωρίς νά παραμεληθούν αι έξαγωγαί. Τάς άποφάσεις διά τό έλαιόλαδον ανεκοίνωσε χθές διά του κατωτέρω δηλώσεως του ο πρόεδρος της κυβερνήσεως. — [208, 304, 394, 377]
king-subhead: ΚΑΤΕΠΙΣΤΟΠΙΝ ΕΠΙ ΔΙΑΦΟΡΩΝ ΘΕΜΑΤΩΝ — [1231, 684, 1529, 700]
lead-article — [406, 71, 1178, 405]
brief-text: Υπεβλήθησαν εις το υπουργείον Εσωτερικών οι πίνακες των υποψηφίων νομαρχών διά την πλήρωσιν των κενών θέσεων. — [208, 1005, 394, 1048]
doctors-text-3: Οι ιατροί της Υπηρεσίας Διαστήματος δήλωσαν ότι η κατάστασις της υγείας των αστροναυτών είναι εξαιρετική. — [1383, 400, 1569, 432]
astronauts-text-3: Οι δύο αστροναύται του διαστημοπλοίου «Τζέμινι 7» Φράνκ Μπόρμαν και Τζέιμς Λόβελ ήλλαξαν τροχιάν διά να προετοιμασθούν διά το «ραντεβού» με το «Τζέμινι 6». Η συνάντησις των δύο διαστημοπλοίων προγραμματίζεται διά τας προσεχείς ημέρας. — [1383, 254, 1569, 339]
vietnam-dateline: ΟΥΑΣΙΓΚΤΩΝ, 9. (Ύπ. Πρ.). — [406, 487, 541, 498]
